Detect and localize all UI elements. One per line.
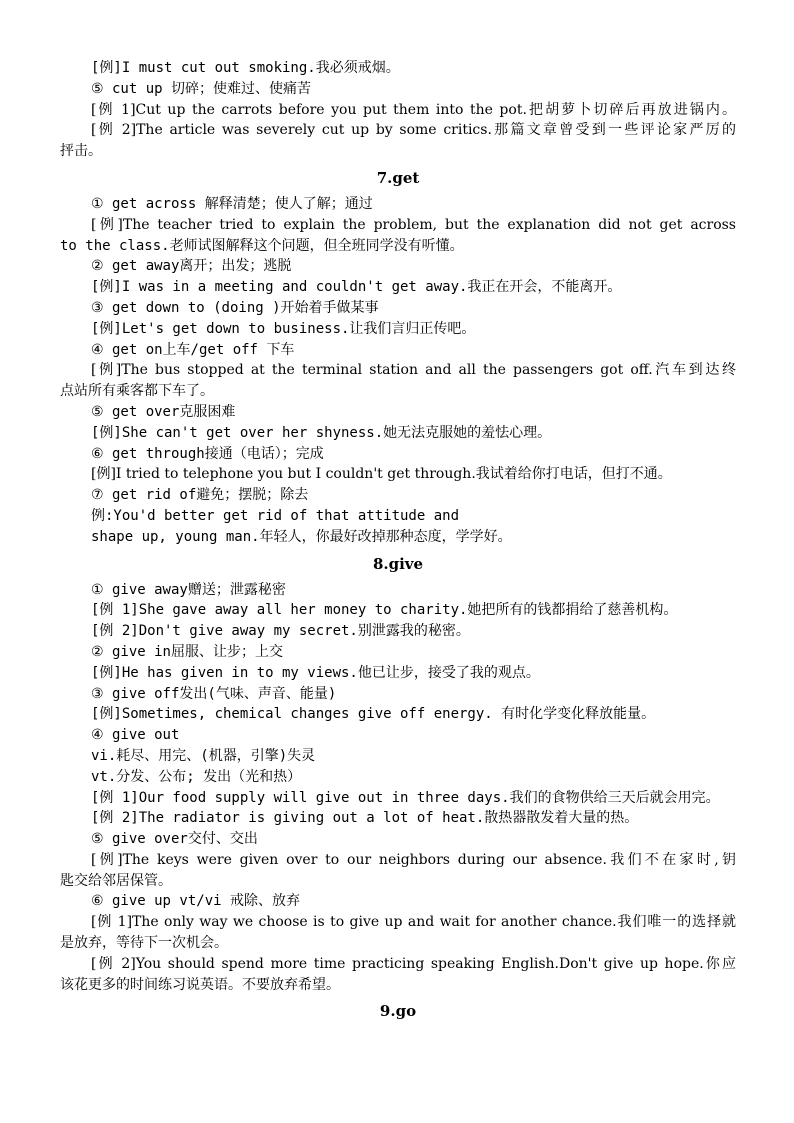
phrase-line: ⑥ get through接通（电话）；完成 [91,445,324,462]
phrase-line: ② get away离开；出发；逃脱 [91,258,292,275]
phrase-line: ⑤ cut up 切碎；使难过、使痛苦 [91,80,311,97]
example-line: [例 1]Our food supply will give out in three days.我们的食物供给三天后就会用完。 [91,789,720,806]
example-continuation: 抨击。 [60,143,102,160]
example-line: [例 2]The article was severely cut up by some critics.那篇文章曾受到一些评论家严厉的 [91,122,736,139]
example-line: [例]He has given in to my views.他已让步，接受了我的观点。 [91,664,540,681]
document-page [60,58,736,1027]
phrase-line: ⑥ give up vt/vi 戒除、放弃 [91,893,300,910]
example-line: [例 2]You should spend more time practicing speaking English.Don't give up hope.你应 [91,955,736,972]
phrase-line: ① give away赠送；泄露秘密 [91,581,286,598]
example-continuation: 匙交给邻居保管。 [60,872,172,889]
get-section [60,194,736,548]
phrase-line: ⑤ get over克服困难 [91,403,236,420]
example-line: [例]I was in a meeting and couldn't get away.我正在开会，不能离开。 [91,279,622,296]
section-title-give: 8.give [372,554,424,573]
example-line: [例]Sometimes, chemical changes give off energy. 有时化学变化释放能量。 [91,706,656,723]
example-line: [例 2]Don't give away my secret.别泄露我的秘密。 [91,623,470,640]
example-continuation: 是放弃，等待下一次机会。 [60,935,228,952]
phrase-line: ② give in屈服、让步；上交 [91,643,283,660]
phrase-line: ③ give off发出(气味、声音、能量) [91,685,337,702]
definition-line: vt.分发、公布; 发出（光和热） [91,768,302,785]
example-line: [例]The keys were given over to our neighbors during our absence.我们不在家时,钥 [91,851,736,868]
example-line: [例 1]She gave away all her money to charity.她把所有的钱都捐给了慈善机构。 [91,602,678,619]
example-line: [例 2]The radiator is giving out a lot of heat.散热器散发着大量的热。 [91,810,639,827]
definition-line: vi.耗尽、用完、(机器，引擎)失灵 [91,747,316,764]
cut-section-tail [60,58,736,162]
example-continuation: 点站所有乘客都下车了。 [60,383,214,400]
phrase-line: ⑦ get rid of避免；摆脱；除去 [91,487,309,504]
phrase-line: ① get across 解释清楚；使人了解；通过 [91,195,373,212]
example-line: [例]The bus stopped at the terminal station and all the passengers got off.汽车到达终 [91,362,736,379]
example-line: [例 1]Cut up the carrots before you put them into the pot.把胡萝卜切碎后再放进锅内。 [91,101,736,118]
example-line: 例:You'd better get rid of that attitude and [91,507,460,524]
example-continuation: shape up, young man.年轻人，你最好改掉那种态度，学学好。 [91,528,512,545]
give-section [60,580,736,996]
example-line: [例]Let's get down to business.让我们言归正传吧。 [91,320,476,337]
example-line: [例]I must cut out smoking.我必须戒烟。 [91,60,400,76]
section-title-get: 7.get [376,168,420,187]
example-continuation: to the class.老师试图解释这个问题，但全班同学没有听懂。 [60,237,464,254]
phrase-line: ⑤ give over交付、交出 [91,831,258,848]
phrase-line: ④ get on上车/get off 下车 [91,341,295,358]
example-continuation: 该花更多的时间练习说英语。不要放弃希望。 [60,976,340,993]
example-line: [例]The teacher tried to explain the problem, but the explanation did not get across [91,216,736,233]
example-line: [例]She can't get over her shyness.她无法克服她的羞怯心理。 [91,424,552,441]
example-line: [例 1]The only way we choose is to give up and wait for another chance.我们唯一的选择就 [91,914,736,931]
phrase-line: ④ give out [91,727,180,744]
phrase-line: ③ get down to (doing )开始着手做某事 [91,299,379,316]
example-line: [例]I tried to telephone you but I couldn't get through.我试着给你打电话，但打不通。 [91,466,672,483]
section-title-go: 9.go [379,1002,417,1021]
